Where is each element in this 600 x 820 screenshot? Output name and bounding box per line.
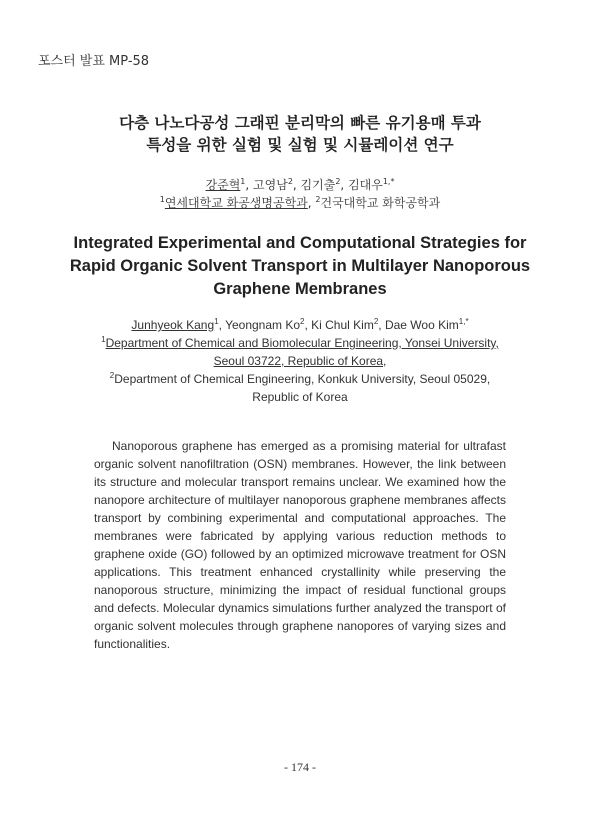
korean-author-name: 강준혁	[205, 178, 241, 192]
author-separator: ,	[245, 178, 254, 192]
author-separator: ,	[378, 318, 385, 332]
english-affiliation-2-line2: Republic of Korea	[252, 390, 348, 404]
korean-author-name: 김대우	[348, 178, 383, 192]
author-superscript: 1	[240, 177, 246, 186]
author-separator: ,	[304, 318, 312, 332]
affiliation-trailing-comma: ,	[383, 354, 387, 368]
author-superscript: 1,*	[458, 317, 469, 326]
english-author-name: Ki Chul Kim	[311, 318, 374, 332]
author-superscript: 2	[335, 177, 341, 186]
english-title-line1: Integrated Experimental and Computational Strategies for	[73, 234, 527, 252]
korean-affiliation-2: 건국대학교 화학공학과	[320, 196, 441, 210]
author-superscript: 2	[300, 317, 305, 326]
english-affiliation-1-line1: Department of Chemical and Biomolecular Engineering, Yonsei University,	[105, 336, 499, 350]
affiliation-superscript: 1	[159, 195, 165, 204]
english-affiliation-1-line2: Seoul 03722, Republic of Korea	[213, 354, 384, 368]
author-superscript: 2	[287, 177, 293, 186]
author-separator: ,	[340, 178, 349, 192]
english-title-line3: Graphene Membranes	[213, 280, 387, 298]
author-superscript: 1	[214, 317, 219, 326]
english-title	[30, 232, 570, 301]
poster-label: 포스터 발표 MP-58	[38, 54, 150, 69]
korean-affiliation-1: 연세대학교 화공생명공학과	[164, 196, 308, 210]
korean-title	[0, 112, 600, 156]
korean-author-name: 고영남	[253, 178, 288, 192]
korean-affiliations	[0, 194, 600, 212]
korean-authors-block	[0, 176, 600, 212]
author-superscript: 2	[373, 317, 379, 326]
author-superscript: 1,*	[382, 177, 395, 186]
affiliation-superscript: 2	[109, 371, 115, 380]
page-number: - 174 -	[284, 760, 316, 774]
english-author-list	[0, 316, 600, 334]
abstract-paragraph: Nanoporous graphene has emerged as a promising material for ultrafast organic solvent nanofiltration (OSN) membranes. However, the link between its structure and molecular transport remains unclear. We examined how the nanopore architecture of multilayer nanoporous graphene membranes affects transport by combining experimental and computational approaches. The membranes were fabricated by applying various reduction methods to graphene oxide (GO) followed by an optimized microwave treatment for OSN applications. This treatment enhanced crystallinity while preserving the nanoporous structure, minimizing the impact of residual functional groups and defects. Molecular dynamics simulations further analyzed the transport of organic solvent molecules through graphene nanopores of varying sizes and functionalities.	[94, 439, 506, 651]
affiliation-superscript: 1	[101, 335, 106, 344]
english-author-name: Junhyeok Kang	[131, 318, 215, 332]
affiliation-separator: ,	[307, 196, 316, 210]
english-author-name: Yeongnam Ko	[225, 318, 301, 332]
korean-author-name: 김기출	[300, 178, 336, 192]
english-affiliation-2-line1: Department of Chemical Engineering, Konkuk University, Seoul 05029,	[114, 372, 491, 386]
author-separator: ,	[292, 178, 301, 192]
korean-author-list	[0, 176, 600, 194]
affiliation-superscript: 2	[315, 195, 321, 204]
english-affiliation-2	[0, 370, 600, 406]
author-separator: ,	[218, 318, 226, 332]
english-title-line2: Rapid Organic Solvent Transport in Multilayer Nanoporous	[69, 257, 531, 275]
korean-title-line1: 다층 나노다공성 그래핀 분리막의 빠른 유기용매 투과	[119, 114, 481, 132]
english-authors-block	[0, 316, 600, 406]
korean-title-line2: 특성을 위한 실험 및 실험 및 시뮬레이션 연구	[146, 136, 454, 154]
english-author-name: Dae Woo Kim	[384, 318, 459, 332]
english-affiliation-1	[0, 334, 600, 370]
